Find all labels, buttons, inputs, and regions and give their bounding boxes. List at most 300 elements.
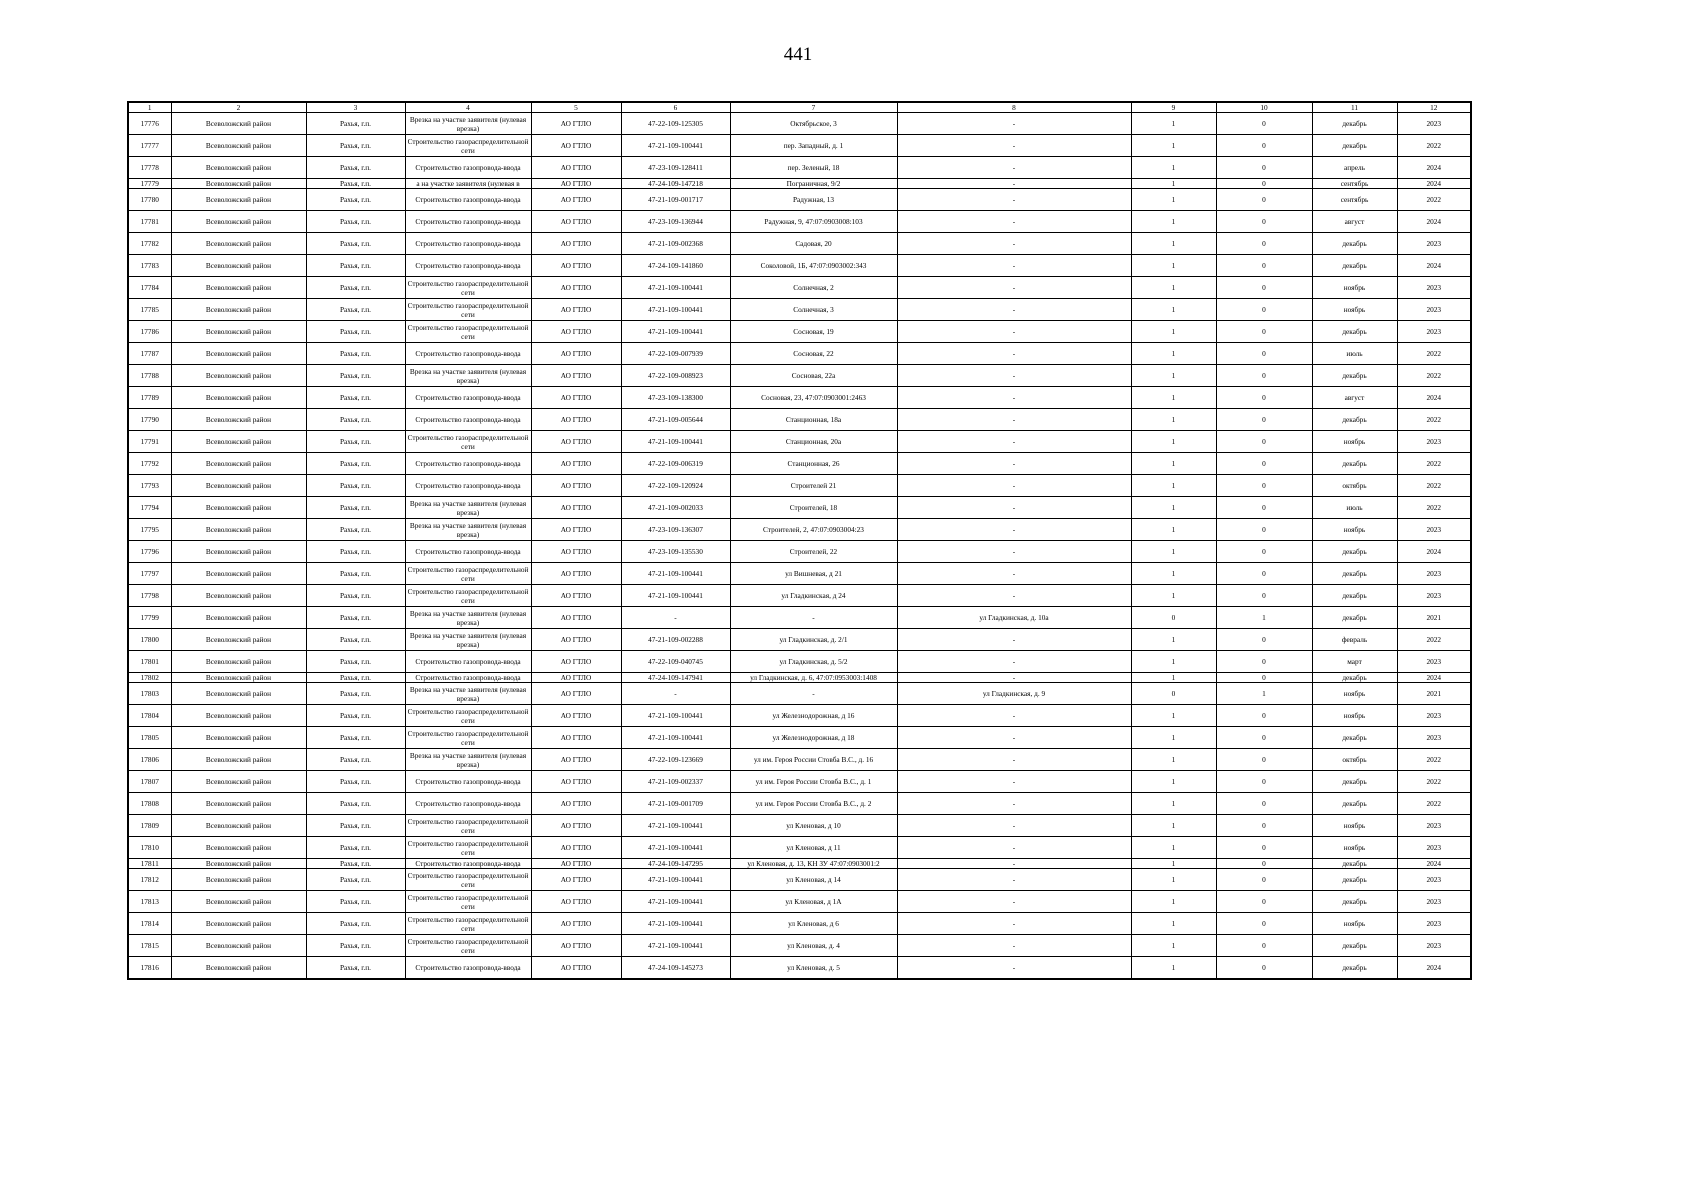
organization-cell: АО ГТЛО bbox=[531, 475, 621, 497]
table-row bbox=[128, 321, 1471, 343]
code-cell: 47-21-109-100441 bbox=[621, 585, 730, 607]
year-cell: 2022 bbox=[1397, 453, 1471, 475]
work-type-cell: Строительство газораспределительной сети bbox=[405, 913, 531, 935]
flag-cell: 0 bbox=[1216, 233, 1312, 255]
code-cell: 47-21-109-100441 bbox=[621, 705, 730, 727]
count-cell: 1 bbox=[1131, 255, 1216, 277]
year-cell: 2023 bbox=[1397, 651, 1471, 673]
district-cell: Всеволожский район bbox=[171, 837, 306, 859]
month-cell: декабрь bbox=[1312, 793, 1397, 815]
settlement-cell: Рахья, г.п. bbox=[306, 585, 405, 607]
row-number-cell: 17812 bbox=[128, 869, 171, 891]
month-cell: ноябрь bbox=[1312, 519, 1397, 541]
table-row bbox=[128, 113, 1471, 135]
flag-cell: 0 bbox=[1216, 705, 1312, 727]
column-header-1: 1 bbox=[128, 102, 171, 113]
address-cell: Соколовой, 1Б, 47:07:0903002:343 bbox=[730, 255, 897, 277]
count-cell: 1 bbox=[1131, 343, 1216, 365]
column-header-12: 12 bbox=[1397, 102, 1471, 113]
month-cell: ноябрь bbox=[1312, 277, 1397, 299]
settlement-cell: Рахья, г.п. bbox=[306, 189, 405, 211]
work-type-cell: Строительство газопровода-ввода bbox=[405, 541, 531, 563]
settlement-cell: Рахья, г.п. bbox=[306, 891, 405, 913]
year-cell: 2023 bbox=[1397, 277, 1471, 299]
count-cell: 1 bbox=[1131, 497, 1216, 519]
count-cell: 1 bbox=[1131, 475, 1216, 497]
flag-cell: 0 bbox=[1216, 891, 1312, 913]
district-cell: Всеволожский район bbox=[171, 387, 306, 409]
district-cell: Всеволожский район bbox=[171, 771, 306, 793]
count-cell: 1 bbox=[1131, 935, 1216, 957]
address-cell: - bbox=[730, 607, 897, 629]
code-cell: 47-24-109-141860 bbox=[621, 255, 730, 277]
month-cell: ноябрь bbox=[1312, 431, 1397, 453]
district-cell: Всеволожский район bbox=[171, 113, 306, 135]
row-number-cell: 17795 bbox=[128, 519, 171, 541]
month-cell: декабрь bbox=[1312, 673, 1397, 683]
settlement-cell: Рахья, г.п. bbox=[306, 365, 405, 387]
flag-cell: 0 bbox=[1216, 749, 1312, 771]
address-cell: ул Гладкинская, д. 6, 47:07:0953003:1408 bbox=[730, 673, 897, 683]
code-cell: 47-21-109-100441 bbox=[621, 135, 730, 157]
table-row bbox=[128, 869, 1471, 891]
count-cell: 1 bbox=[1131, 793, 1216, 815]
row-number-cell: 17799 bbox=[128, 607, 171, 629]
district-cell: Всеволожский район bbox=[171, 233, 306, 255]
work-type-cell: Врезка на участке заявителя (нулевая врезка) bbox=[405, 519, 531, 541]
organization-cell: АО ГТЛО bbox=[531, 157, 621, 179]
count-cell: 1 bbox=[1131, 431, 1216, 453]
table-row bbox=[128, 815, 1471, 837]
code-cell: 47-21-109-100441 bbox=[621, 563, 730, 585]
settlement-cell: Рахья, г.п. bbox=[306, 869, 405, 891]
table-row bbox=[128, 519, 1471, 541]
alt-address-cell: - bbox=[897, 365, 1131, 387]
code-cell: 47-21-109-100441 bbox=[621, 299, 730, 321]
code-cell: 47-23-109-136944 bbox=[621, 211, 730, 233]
address-cell: ул Вишневая, д 21 bbox=[730, 563, 897, 585]
district-cell: Всеволожский район bbox=[171, 453, 306, 475]
code-cell: 47-21-109-002337 bbox=[621, 771, 730, 793]
work-type-cell: Строительство газораспределительной сети bbox=[405, 727, 531, 749]
alt-address-cell: - bbox=[897, 651, 1131, 673]
work-type-cell: Строительство газораспределительной сети bbox=[405, 277, 531, 299]
work-type-cell: Строительство газораспределительной сети bbox=[405, 585, 531, 607]
work-type-cell: Строительство газораспределительной сети bbox=[405, 815, 531, 837]
address-cell: - bbox=[730, 683, 897, 705]
settlement-cell: Рахья, г.п. bbox=[306, 135, 405, 157]
work-type-cell: Строительство газопровода-ввода bbox=[405, 475, 531, 497]
year-cell: 2022 bbox=[1397, 771, 1471, 793]
work-type-cell: Строительство газопровода-ввода bbox=[405, 859, 531, 869]
district-cell: Всеволожский район bbox=[171, 409, 306, 431]
organization-cell: АО ГТЛО bbox=[531, 135, 621, 157]
code-cell: 47-21-109-100441 bbox=[621, 837, 730, 859]
alt-address-cell: - bbox=[897, 771, 1131, 793]
flag-cell: 0 bbox=[1216, 321, 1312, 343]
year-cell: 2021 bbox=[1397, 607, 1471, 629]
settlement-cell: Рахья, г.п. bbox=[306, 727, 405, 749]
organization-cell: АО ГТЛО bbox=[531, 233, 621, 255]
count-cell: 1 bbox=[1131, 673, 1216, 683]
year-cell: 2023 bbox=[1397, 869, 1471, 891]
count-cell: 1 bbox=[1131, 749, 1216, 771]
table-row bbox=[128, 211, 1471, 233]
alt-address-cell: - bbox=[897, 705, 1131, 727]
settlement-cell: Рахья, г.п. bbox=[306, 255, 405, 277]
row-number-cell: 17805 bbox=[128, 727, 171, 749]
count-cell: 1 bbox=[1131, 277, 1216, 299]
address-cell: ул Кленовая, д 11 bbox=[730, 837, 897, 859]
flag-cell: 0 bbox=[1216, 957, 1312, 980]
settlement-cell: Рахья, г.п. bbox=[306, 541, 405, 563]
flag-cell: 0 bbox=[1216, 935, 1312, 957]
month-cell: декабрь bbox=[1312, 869, 1397, 891]
organization-cell: АО ГТЛО bbox=[531, 869, 621, 891]
table-row bbox=[128, 935, 1471, 957]
flag-cell: 0 bbox=[1216, 157, 1312, 179]
count-cell: 1 bbox=[1131, 179, 1216, 189]
address-cell: Радужная, 9, 47:07:0903008:103 bbox=[730, 211, 897, 233]
data-table bbox=[127, 101, 1472, 980]
settlement-cell: Рахья, г.п. bbox=[306, 629, 405, 651]
month-cell: август bbox=[1312, 211, 1397, 233]
column-header-9: 9 bbox=[1131, 102, 1216, 113]
count-cell: 1 bbox=[1131, 837, 1216, 859]
code-cell: 47-21-109-100441 bbox=[621, 321, 730, 343]
work-type-cell: Строительство газопровода-ввода bbox=[405, 793, 531, 815]
header-row bbox=[128, 102, 1471, 113]
address-cell: Станционная, 26 bbox=[730, 453, 897, 475]
row-number-cell: 17784 bbox=[128, 277, 171, 299]
count-cell: 0 bbox=[1131, 683, 1216, 705]
row-number-cell: 17814 bbox=[128, 913, 171, 935]
alt-address-cell: - bbox=[897, 233, 1131, 255]
address-cell: Октябрьское, 3 bbox=[730, 113, 897, 135]
count-cell: 1 bbox=[1131, 771, 1216, 793]
row-number-cell: 17813 bbox=[128, 891, 171, 913]
table-row bbox=[128, 453, 1471, 475]
code-cell: 47-21-109-100441 bbox=[621, 431, 730, 453]
month-cell: ноябрь bbox=[1312, 705, 1397, 727]
district-cell: Всеволожский район bbox=[171, 891, 306, 913]
address-cell: Станционная, 20а bbox=[730, 431, 897, 453]
table-row bbox=[128, 277, 1471, 299]
year-cell: 2023 bbox=[1397, 837, 1471, 859]
flag-cell: 0 bbox=[1216, 585, 1312, 607]
work-type-cell: Строительство газораспределительной сети bbox=[405, 935, 531, 957]
count-cell: 1 bbox=[1131, 563, 1216, 585]
table-row bbox=[128, 179, 1471, 189]
work-type-cell: Врезка на участке заявителя (нулевая врезка) bbox=[405, 607, 531, 629]
count-cell: 1 bbox=[1131, 189, 1216, 211]
organization-cell: АО ГТЛО bbox=[531, 727, 621, 749]
year-cell: 2023 bbox=[1397, 233, 1471, 255]
address-cell: Строителей, 2, 47:07:0903004:23 bbox=[730, 519, 897, 541]
settlement-cell: Рахья, г.п. bbox=[306, 793, 405, 815]
year-cell: 2022 bbox=[1397, 475, 1471, 497]
alt-address-cell: - bbox=[897, 673, 1131, 683]
flag-cell: 1 bbox=[1216, 683, 1312, 705]
address-cell: Солнечная, 2 bbox=[730, 277, 897, 299]
row-number-cell: 17800 bbox=[128, 629, 171, 651]
flag-cell: 0 bbox=[1216, 541, 1312, 563]
month-cell: декабрь bbox=[1312, 255, 1397, 277]
count-cell: 1 bbox=[1131, 135, 1216, 157]
work-type-cell: Врезка на участке заявителя (нулевая врезка) bbox=[405, 749, 531, 771]
table-row bbox=[128, 541, 1471, 563]
alt-address-cell: - bbox=[897, 793, 1131, 815]
table-row bbox=[128, 607, 1471, 629]
code-cell: 47-21-109-100441 bbox=[621, 815, 730, 837]
code-cell: 47-24-109-147218 bbox=[621, 179, 730, 189]
work-type-cell: Строительство газораспределительной сети bbox=[405, 431, 531, 453]
organization-cell: АО ГТЛО bbox=[531, 859, 621, 869]
district-cell: Всеволожский район bbox=[171, 935, 306, 957]
year-cell: 2024 bbox=[1397, 255, 1471, 277]
flag-cell: 0 bbox=[1216, 475, 1312, 497]
alt-address-cell: - bbox=[897, 957, 1131, 980]
work-type-cell: Строительство газораспределительной сети bbox=[405, 869, 531, 891]
work-type-cell: а на участке заявителя (нулевая в bbox=[405, 179, 531, 189]
organization-cell: АО ГТЛО bbox=[531, 277, 621, 299]
organization-cell: АО ГТЛО bbox=[531, 705, 621, 727]
settlement-cell: Рахья, г.п. bbox=[306, 957, 405, 980]
table-row bbox=[128, 255, 1471, 277]
code-cell: 47-21-109-001709 bbox=[621, 793, 730, 815]
organization-cell: АО ГТЛО bbox=[531, 541, 621, 563]
alt-address-cell: - bbox=[897, 277, 1131, 299]
code-cell: 47-21-109-002288 bbox=[621, 629, 730, 651]
month-cell: июль bbox=[1312, 343, 1397, 365]
row-number-cell: 17788 bbox=[128, 365, 171, 387]
district-cell: Всеволожский район bbox=[171, 651, 306, 673]
row-number-cell: 17779 bbox=[128, 179, 171, 189]
alt-address-cell: - bbox=[897, 475, 1131, 497]
count-cell: 1 bbox=[1131, 957, 1216, 980]
code-cell: 47-22-109-008923 bbox=[621, 365, 730, 387]
work-type-cell: Строительство газопровода-ввода bbox=[405, 771, 531, 793]
row-number-cell: 17803 bbox=[128, 683, 171, 705]
flag-cell: 0 bbox=[1216, 343, 1312, 365]
year-cell: 2023 bbox=[1397, 113, 1471, 135]
code-cell: 47-21-109-100441 bbox=[621, 727, 730, 749]
settlement-cell: Рахья, г.п. bbox=[306, 673, 405, 683]
alt-address-cell: - bbox=[897, 837, 1131, 859]
table-row bbox=[128, 651, 1471, 673]
count-cell: 1 bbox=[1131, 629, 1216, 651]
district-cell: Всеволожский район bbox=[171, 673, 306, 683]
month-cell: октябрь bbox=[1312, 475, 1397, 497]
table-row bbox=[128, 727, 1471, 749]
table-row bbox=[128, 365, 1471, 387]
year-cell: 2022 bbox=[1397, 749, 1471, 771]
count-cell: 1 bbox=[1131, 409, 1216, 431]
table-row bbox=[128, 299, 1471, 321]
table-body bbox=[128, 113, 1471, 980]
organization-cell: АО ГТЛО bbox=[531, 629, 621, 651]
settlement-cell: Рахья, г.п. bbox=[306, 233, 405, 255]
address-cell: ул Железнодорожная, д 18 bbox=[730, 727, 897, 749]
alt-address-cell: - bbox=[897, 749, 1131, 771]
district-cell: Всеволожский район bbox=[171, 607, 306, 629]
code-cell: 47-21-109-100441 bbox=[621, 869, 730, 891]
month-cell: февраль bbox=[1312, 629, 1397, 651]
count-cell: 1 bbox=[1131, 211, 1216, 233]
address-cell: Станционная, 18а bbox=[730, 409, 897, 431]
row-number-cell: 17792 bbox=[128, 453, 171, 475]
district-cell: Всеволожский район bbox=[171, 705, 306, 727]
work-type-cell: Строительство газопровода-ввода bbox=[405, 343, 531, 365]
address-cell: ул им. Героя России Стовба В.С., д. 2 bbox=[730, 793, 897, 815]
organization-cell: АО ГТЛО bbox=[531, 651, 621, 673]
work-type-cell: Строительство газопровода-ввода bbox=[405, 189, 531, 211]
code-cell: 47-23-109-135530 bbox=[621, 541, 730, 563]
settlement-cell: Рахья, г.п. bbox=[306, 387, 405, 409]
code-cell: 47-21-109-002033 bbox=[621, 497, 730, 519]
count-cell: 1 bbox=[1131, 157, 1216, 179]
month-cell: ноябрь bbox=[1312, 815, 1397, 837]
organization-cell: АО ГТЛО bbox=[531, 321, 621, 343]
row-number-cell: 17776 bbox=[128, 113, 171, 135]
row-number-cell: 17791 bbox=[128, 431, 171, 453]
organization-cell: АО ГТЛО bbox=[531, 957, 621, 980]
address-cell: ул Кленовая, д 1А bbox=[730, 891, 897, 913]
table-row bbox=[128, 409, 1471, 431]
address-cell: Солнечная, 3 bbox=[730, 299, 897, 321]
month-cell: декабрь bbox=[1312, 321, 1397, 343]
year-cell: 2023 bbox=[1397, 563, 1471, 585]
address-cell: Строителей 21 bbox=[730, 475, 897, 497]
alt-address-cell: - bbox=[897, 859, 1131, 869]
settlement-cell: Рахья, г.п. bbox=[306, 563, 405, 585]
district-cell: Всеволожский район bbox=[171, 563, 306, 585]
work-type-cell: Строительство газораспределительной сети bbox=[405, 135, 531, 157]
district-cell: Всеволожский район bbox=[171, 869, 306, 891]
month-cell: декабрь bbox=[1312, 607, 1397, 629]
alt-address-cell: - bbox=[897, 815, 1131, 837]
month-cell: сентябрь bbox=[1312, 179, 1397, 189]
table-row bbox=[128, 387, 1471, 409]
table-row bbox=[128, 475, 1471, 497]
district-cell: Всеволожский район bbox=[171, 157, 306, 179]
work-type-cell: Строительство газораспределительной сети bbox=[405, 705, 531, 727]
count-cell: 1 bbox=[1131, 891, 1216, 913]
row-number-cell: 17778 bbox=[128, 157, 171, 179]
code-cell: 47-24-109-147941 bbox=[621, 673, 730, 683]
table-row bbox=[128, 705, 1471, 727]
alt-address-cell: - bbox=[897, 321, 1131, 343]
settlement-cell: Рахья, г.п. bbox=[306, 277, 405, 299]
count-cell: 1 bbox=[1131, 321, 1216, 343]
year-cell: 2023 bbox=[1397, 815, 1471, 837]
table-row bbox=[128, 629, 1471, 651]
alt-address-cell: - bbox=[897, 585, 1131, 607]
organization-cell: АО ГТЛО bbox=[531, 113, 621, 135]
alt-address-cell: - bbox=[897, 541, 1131, 563]
alt-address-cell: - bbox=[897, 211, 1131, 233]
month-cell: октябрь bbox=[1312, 749, 1397, 771]
flag-cell: 0 bbox=[1216, 771, 1312, 793]
work-type-cell: Врезка на участке заявителя (нулевая врезка) bbox=[405, 497, 531, 519]
month-cell: декабрь bbox=[1312, 233, 1397, 255]
alt-address-cell: - bbox=[897, 519, 1131, 541]
settlement-cell: Рахья, г.п. bbox=[306, 179, 405, 189]
address-cell: Сосновая, 22а bbox=[730, 365, 897, 387]
organization-cell: АО ГТЛО bbox=[531, 913, 621, 935]
flag-cell: 0 bbox=[1216, 211, 1312, 233]
district-cell: Всеволожский район bbox=[171, 475, 306, 497]
settlement-cell: Рахья, г.п. bbox=[306, 431, 405, 453]
settlement-cell: Рахья, г.п. bbox=[306, 749, 405, 771]
code-cell: 47-21-109-100441 bbox=[621, 277, 730, 299]
table-row bbox=[128, 431, 1471, 453]
count-cell: 1 bbox=[1131, 705, 1216, 727]
work-type-cell: Строительство газопровода-ввода bbox=[405, 651, 531, 673]
flag-cell: 0 bbox=[1216, 727, 1312, 749]
code-cell: 47-21-109-100441 bbox=[621, 913, 730, 935]
flag-cell: 0 bbox=[1216, 815, 1312, 837]
organization-cell: АО ГТЛО bbox=[531, 563, 621, 585]
year-cell: 2024 bbox=[1397, 859, 1471, 869]
year-cell: 2022 bbox=[1397, 409, 1471, 431]
flag-cell: 0 bbox=[1216, 387, 1312, 409]
code-cell: 47-21-109-100441 bbox=[621, 935, 730, 957]
settlement-cell: Рахья, г.п. bbox=[306, 815, 405, 837]
row-number-cell: 17807 bbox=[128, 771, 171, 793]
month-cell: декабрь bbox=[1312, 541, 1397, 563]
flag-cell: 0 bbox=[1216, 431, 1312, 453]
flag-cell: 0 bbox=[1216, 837, 1312, 859]
alt-address-cell: - bbox=[897, 409, 1131, 431]
row-number-cell: 17801 bbox=[128, 651, 171, 673]
district-cell: Всеволожский район bbox=[171, 365, 306, 387]
alt-address-cell: - bbox=[897, 387, 1131, 409]
organization-cell: АО ГТЛО bbox=[531, 299, 621, 321]
code-cell: 47-23-109-136307 bbox=[621, 519, 730, 541]
year-cell: 2023 bbox=[1397, 585, 1471, 607]
code-cell: 47-22-109-006319 bbox=[621, 453, 730, 475]
address-cell: ул Гладкинская, д. 5/2 bbox=[730, 651, 897, 673]
count-cell: 1 bbox=[1131, 519, 1216, 541]
table-row bbox=[128, 343, 1471, 365]
work-type-cell: Строительство газопровода-ввода bbox=[405, 211, 531, 233]
work-type-cell: Строительство газораспределительной сети bbox=[405, 837, 531, 859]
address-cell: пер. Западный, д. 1 bbox=[730, 135, 897, 157]
district-cell: Всеволожский район bbox=[171, 629, 306, 651]
organization-cell: АО ГТЛО bbox=[531, 673, 621, 683]
table-row bbox=[128, 233, 1471, 255]
year-cell: 2024 bbox=[1397, 179, 1471, 189]
row-number-cell: 17785 bbox=[128, 299, 171, 321]
month-cell: март bbox=[1312, 651, 1397, 673]
row-number-cell: 17793 bbox=[128, 475, 171, 497]
flag-cell: 0 bbox=[1216, 179, 1312, 189]
address-cell: ул Кленовая, д. 5 bbox=[730, 957, 897, 980]
district-cell: Всеволожский район bbox=[171, 211, 306, 233]
address-cell: пер. Зеленый, 18 bbox=[730, 157, 897, 179]
row-number-cell: 17808 bbox=[128, 793, 171, 815]
work-type-cell: Строительство газопровода-ввода bbox=[405, 387, 531, 409]
organization-cell: АО ГТЛО bbox=[531, 409, 621, 431]
district-cell: Всеволожский район bbox=[171, 815, 306, 837]
flag-cell: 0 bbox=[1216, 365, 1312, 387]
address-cell: ул Железнодорожная, д 16 bbox=[730, 705, 897, 727]
count-cell: 1 bbox=[1131, 859, 1216, 869]
code-cell: - bbox=[621, 607, 730, 629]
month-cell: ноябрь bbox=[1312, 299, 1397, 321]
count-cell: 1 bbox=[1131, 727, 1216, 749]
